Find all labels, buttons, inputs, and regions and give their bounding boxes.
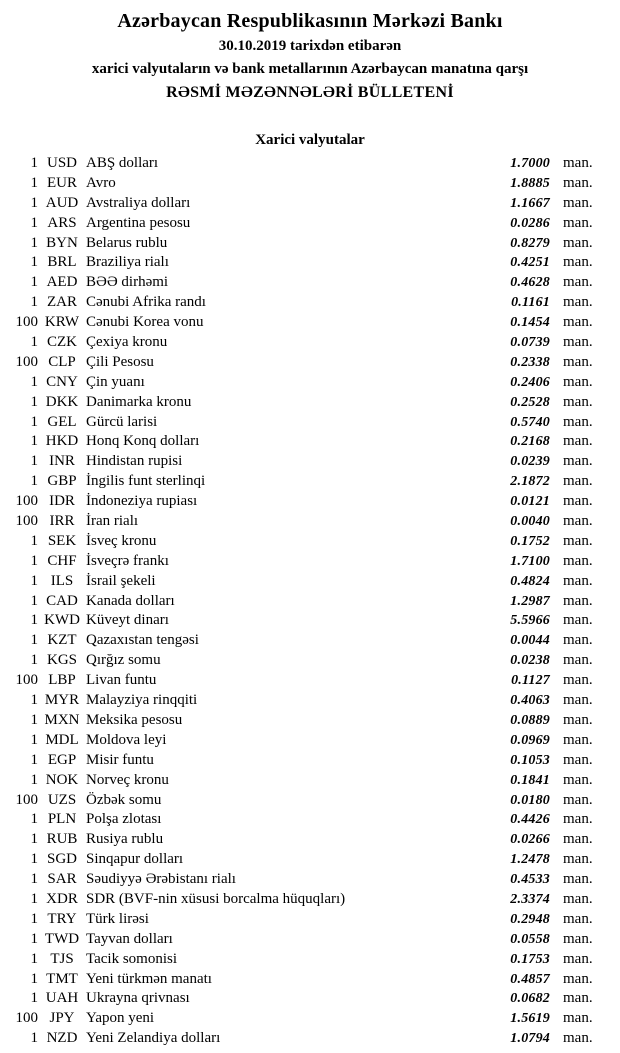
currency-quantity: 1 [30,811,38,828]
currency-code: AUD [45,194,79,211]
currency-code: CLP [48,353,76,370]
rate-row [0,313,605,333]
currency-code: DKK [45,393,79,410]
rate-value: 0.1053 [510,752,550,768]
rate-unit: man. [563,194,593,211]
rate-row [0,293,605,313]
rate-value: 1.7100 [510,553,550,569]
currency-name: Yapon yeni [86,1010,155,1027]
currency-name: İsveç kronu [86,532,157,549]
rate-value: 1.2478 [510,852,550,868]
rate-unit: man. [563,393,593,410]
rate-row [0,870,605,890]
exchange-rates-list [0,154,620,1049]
currency-name: Tayvan dolları [86,930,173,947]
rate-row [0,432,605,452]
currency-quantity: 1 [30,1030,38,1047]
rate-unit: man. [563,453,593,470]
rate-value: 0.1161 [511,295,550,311]
rate-value: 0.0239 [510,454,550,470]
currency-quantity: 1 [30,950,38,967]
rate-value: 0.1753 [510,951,550,967]
rate-unit: man. [563,552,593,569]
currency-code: PLN [47,811,77,828]
currency-code: HKD [45,433,79,450]
currency-code: BRL [47,254,77,271]
rate-row [0,671,605,691]
currency-code: UAH [45,990,79,1007]
currency-code: RUB [46,831,78,848]
currency-quantity: 1 [30,771,38,788]
currency-code: LBP [48,672,76,689]
rate-unit: man. [563,294,593,311]
currency-code: BYN [46,234,78,251]
currency-name: Braziliya rialı [86,254,169,271]
rate-value: 0.4533 [510,872,550,888]
currency-code: MDL [45,731,79,748]
currency-code: XDR [46,890,78,907]
currency-quantity: 1 [30,930,38,947]
currency-code: EGP [47,751,77,768]
rate-unit: man. [563,791,593,808]
currency-quantity: 1 [30,155,38,171]
currency-quantity: 100 [15,791,38,808]
currency-name: İsrail şekeli [86,572,156,589]
rate-row [0,691,605,711]
rate-value: 0.1752 [510,533,550,549]
rate-value: 0.2948 [510,911,550,927]
rate-row [0,154,605,174]
rate-unit: man. [563,970,593,987]
rate-unit: man. [563,692,593,709]
currency-name: Çexiya kronu [86,334,168,351]
currency-quantity: 1 [30,334,38,351]
currency-name: Norveç kronu [86,771,169,788]
currency-quantity: 1 [30,194,38,211]
currency-code: IRR [49,513,75,530]
currency-code: GEL [47,413,77,430]
rate-row [0,631,605,651]
currency-name: Moldova leyi [86,731,167,748]
rate-value: 0.0889 [510,712,550,728]
rate-value: 0.0180 [510,792,550,808]
currency-quantity: 1 [30,473,38,490]
rate-value: 0.1127 [511,673,550,689]
rate-unit: man. [563,274,593,291]
rate-row [0,989,605,1009]
rate-row [0,830,605,850]
currency-name: Rusiya rublu [86,831,164,848]
rate-row [0,234,605,254]
currency-name: Qırğız somu [86,652,161,669]
currency-code: ZAR [47,294,77,311]
currency-quantity: 1 [30,890,38,907]
rate-row [0,353,605,373]
rate-value: 0.0286 [510,215,550,231]
currency-code: INR [49,453,75,470]
rate-unit: man. [563,155,593,171]
bank-name-title: Azərbaycan Respublikasının Mərkəzi Bankı [117,10,503,32]
currency-name: Meksika pesosu [86,711,183,728]
rate-unit: man. [563,831,593,848]
currency-quantity: 1 [30,174,38,191]
currency-quantity: 100 [15,1010,38,1027]
currency-code: UZS [47,791,77,808]
currency-code: KZT [47,632,77,649]
currency-name: İndoneziya rupiası [86,493,198,510]
currency-quantity: 1 [30,692,38,709]
rate-row [0,273,605,293]
rate-value: 0.0238 [510,653,550,669]
rate-unit: man. [563,334,593,351]
currency-quantity: 100 [15,493,38,510]
effective-date-line: 30.10.2019 tarixdən etibarən [218,38,402,54]
currency-code: KGS [46,652,77,669]
section-title-foreign-currencies: Xarici valyutalar [255,132,365,148]
currency-name: ABŞ dolları [86,155,159,171]
rate-value: 0.4857 [510,971,550,987]
rate-row [0,950,605,970]
currency-code: SEK [47,532,77,549]
currency-quantity: 100 [15,314,38,331]
currency-quantity: 1 [30,373,38,390]
rate-value: 0.0969 [510,732,550,748]
currency-quantity: 1 [30,711,38,728]
currency-quantity: 1 [30,751,38,768]
rate-row [0,393,605,413]
currency-code: EUR [47,174,77,191]
currency-code: SAR [47,871,77,888]
rate-unit: man. [563,592,593,609]
rate-value: 0.0044 [510,633,550,649]
currency-quantity: 1 [30,393,38,410]
currency-name: Cənubi Afrika randı [86,294,206,311]
currency-quantity: 1 [30,294,38,311]
bulletin-title: RƏSMİ MƏZƏNNƏLƏRİ BÜLLETENİ [166,84,454,101]
currency-quantity: 1 [30,612,38,629]
rate-unit: man. [563,652,593,669]
rate-unit: man. [563,353,593,370]
currency-code: KRW [44,314,80,331]
rate-row [0,970,605,990]
currency-quantity: 1 [30,632,38,649]
rate-unit: man. [563,473,593,490]
currency-quantity: 100 [15,513,38,530]
rate-row [0,611,605,631]
currency-code: USD [46,155,77,171]
rate-value: 0.4251 [510,255,550,271]
rate-row [0,214,605,234]
currency-code: CHF [47,552,77,569]
rate-value: 0.0682 [510,991,550,1007]
rate-row [0,711,605,731]
rate-row [0,592,605,612]
currency-name: Səudiyyə Ərəbistanı rialı [86,871,236,888]
currency-name: Yeni Zelandiya dolları [86,1030,221,1047]
rate-row [0,174,605,194]
rate-value: 0.2406 [510,374,550,390]
currency-name: Kanada dolları [86,592,175,609]
currency-code: CAD [46,592,78,609]
rate-unit: man. [563,811,593,828]
rate-row [0,552,605,572]
currency-name: SDR (BVF-nin xüsusi borcalma hüquqları) [86,890,346,907]
currency-quantity: 1 [30,274,38,291]
rate-value: 0.5740 [510,414,550,430]
rate-unit: man. [563,731,593,748]
rate-value: 1.0794 [510,1031,550,1047]
rate-value: 0.2528 [510,394,550,410]
rate-unit: man. [563,314,593,331]
currency-name: Malayziya rinqqiti [86,692,198,709]
rate-value: 1.1667 [510,195,550,211]
currency-quantity: 1 [30,831,38,848]
rate-value: 0.8279 [510,235,550,251]
currency-quantity: 1 [30,413,38,430]
rate-row [0,572,605,592]
rate-unit: man. [563,910,593,927]
currency-code: KWD [44,612,80,629]
rate-unit: man. [563,632,593,649]
currency-code: TRY [47,910,77,927]
currency-quantity: 1 [30,871,38,888]
currency-quantity: 1 [30,433,38,450]
currency-code: CNY [46,373,78,390]
currency-name: Belarus rublu [86,234,168,251]
rate-unit: man. [563,672,593,689]
bulletin-subtitle: xarici valyutaların və bank metallarının Azərbaycan manatına qarşı [91,61,529,77]
rate-unit: man. [563,433,593,450]
rate-unit: man. [563,493,593,510]
currency-quantity: 1 [30,652,38,669]
rate-value: 0.0558 [510,931,550,947]
currency-name: Qazaxıstan tengəsi [86,632,199,649]
currency-quantity: 100 [15,672,38,689]
rate-unit: man. [563,612,593,629]
currency-quantity: 1 [30,851,38,868]
rate-value: 0.4063 [510,693,550,709]
rate-row [0,1009,605,1029]
rate-value: 5.5966 [510,613,550,629]
rate-unit: man. [563,890,593,907]
currency-name: Gürcü larisi [86,413,158,430]
currency-quantity: 1 [30,731,38,748]
currency-code: NZD [46,1030,78,1047]
currency-code: GBP [47,473,77,490]
rate-row [0,651,605,671]
currency-quantity: 1 [30,572,38,589]
currency-quantity: 1 [30,234,38,251]
currency-name: Argentina pesosu [86,214,191,231]
currency-name: Yeni türkmən manatı [86,970,212,987]
currency-code: IDR [49,493,75,510]
rate-unit: man. [563,751,593,768]
rate-value: 0.4628 [510,275,550,291]
currency-name: Polşa zlotası [86,811,162,828]
currency-code: JPY [49,1010,75,1027]
rate-unit: man. [563,950,593,967]
rate-unit: man. [563,572,593,589]
rate-row [0,810,605,830]
rate-row [0,731,605,751]
currency-quantity: 1 [30,532,38,549]
rate-row [0,512,605,532]
rate-unit: man. [563,413,593,430]
rate-row [0,791,605,811]
rate-row [0,472,605,492]
rate-value: 0.2168 [510,434,550,450]
rate-row [0,532,605,552]
currency-name: Sinqapur dolları [86,851,184,868]
rate-unit: man. [563,513,593,530]
currency-quantity: 1 [30,592,38,609]
currency-quantity: 100 [15,353,38,370]
rate-value: 0.4426 [510,812,550,828]
rate-row [0,1029,605,1049]
currency-name: Ukrayna qrivnası [86,990,190,1007]
currency-quantity: 1 [30,254,38,271]
rate-value: 1.8885 [510,175,550,191]
rate-value: 0.0040 [510,514,550,530]
document-header [0,0,620,104]
currency-code: TMT [46,970,78,987]
currency-code: TJS [50,950,74,967]
rate-row [0,452,605,472]
currency-code: MYR [44,692,80,709]
rate-unit: man. [563,771,593,788]
rate-value: 0.0266 [510,832,550,848]
rate-value: 2.1872 [510,474,550,490]
rate-value: 0.0121 [510,494,550,510]
rate-row [0,751,605,771]
rate-row [0,850,605,870]
currency-code: NOK [45,771,79,788]
rate-value: 0.4824 [510,573,550,589]
rate-value: 0.1454 [510,315,550,331]
rate-row [0,492,605,512]
rate-unit: man. [563,871,593,888]
rate-unit: man. [563,1010,593,1027]
currency-quantity: 1 [30,453,38,470]
currency-code: ILS [50,572,74,589]
currency-name: Avro [86,174,116,191]
rate-unit: man. [563,254,593,271]
rate-row [0,930,605,950]
currency-name: Çili Pesosu [86,353,154,370]
currency-quantity: 1 [30,214,38,231]
currency-code: AED [46,274,78,291]
currency-name: Türk lirəsi [86,910,149,927]
rate-row [0,771,605,791]
rate-unit: man. [563,930,593,947]
rate-value: 0.1841 [510,772,550,788]
currency-name: Tacik somonisi [86,950,178,967]
rate-unit: man. [563,990,593,1007]
currency-name: Danimarka kronu [86,393,192,410]
rate-row [0,910,605,930]
currency-code: SGD [46,851,77,868]
currency-quantity: 1 [30,910,38,927]
rate-row [0,194,605,214]
rate-unit: man. [563,234,593,251]
rate-unit: man. [563,711,593,728]
rate-value: 0.2338 [510,354,550,370]
currency-quantity: 1 [30,990,38,1007]
rate-unit: man. [563,373,593,390]
currency-code: MXN [44,711,80,728]
currency-quantity: 1 [30,552,38,569]
currency-code: TWD [44,930,80,947]
currency-name: BƏƏ dirhəmi [86,274,169,291]
rate-unit: man. [563,532,593,549]
currency-name: Avstraliya dolları [86,194,191,211]
currency-quantity: 1 [30,970,38,987]
currency-name: Özbək somu [86,791,162,808]
currency-name: Hindistan rupisi [86,453,183,470]
rate-unit: man. [563,851,593,868]
currency-name: İsveçrə frankı [86,552,169,569]
rate-value: 1.7000 [510,156,550,171]
rate-row [0,373,605,393]
rate-value: 2.3374 [510,891,550,907]
rate-row [0,333,605,353]
rate-value: 1.5619 [510,1011,550,1027]
rate-unit: man. [563,1030,593,1047]
currency-code: CZK [47,334,77,351]
rate-row [0,253,605,273]
rate-row [0,413,605,433]
rate-unit: man. [563,214,593,231]
currency-name: Çin yuanı [86,373,145,390]
currency-name: Livan funtu [86,672,157,689]
currency-name: Küveyt dinarı [86,612,169,629]
currency-name: İran rialı [86,513,139,530]
currency-code: ARS [47,214,77,231]
rate-value: 0.0739 [510,335,550,351]
currency-name: İngilis funt sterlinqi [86,473,206,490]
currency-name: Honq Konq dolları [86,433,200,450]
rate-unit: man. [563,174,593,191]
currency-name: Misir funtu [86,751,154,768]
rate-value: 1.2987 [510,593,550,609]
currency-name: Cənubi Korea vonu [86,314,204,331]
rate-row [0,890,605,910]
